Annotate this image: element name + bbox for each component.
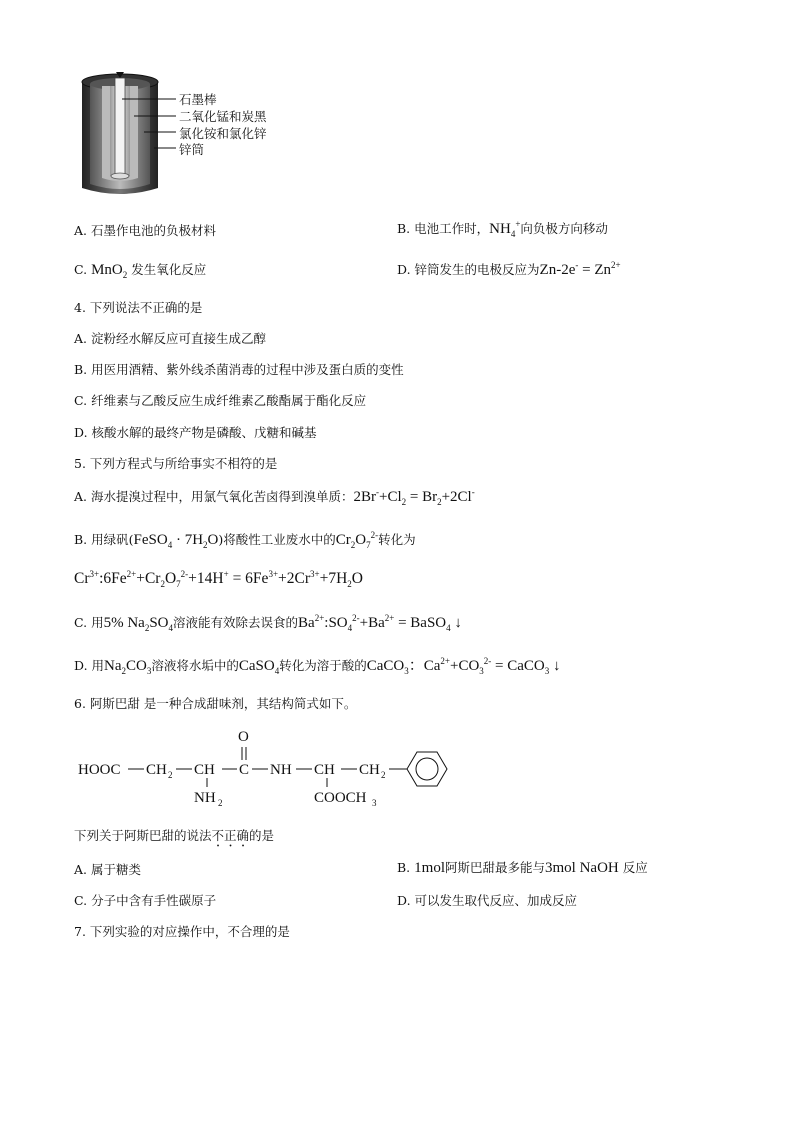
q5-stem: 5. 下列方程式与所给事实不相符的是 [74,456,278,471]
q6-option-c: C. 分子中含有手性碳原子 [74,893,217,908]
svg-text:CH: CH [146,762,167,778]
q5-option-a: A. 海水提溴过程中，用氯气氧化苦卤得到溴单质：$2Br^-+Cl_2 = Br_2+2Cl^-$ [74,487,475,507]
q4-option-b: B. 用医用酒精、紫外线杀菌消毒的过程中涉及蛋白质的变性 [74,362,404,377]
q6-option-d: D. 可以发生取代反应、加成反应 [397,893,578,908]
q6-option-a: A. 属于糖类 [74,862,141,877]
q3-option-c: C. MnO$_2$ 发生氧化反应 [74,262,207,280]
label-nh4cl-zncl2: 氯化铵和氯化锌 [179,126,267,141]
svg-text:NH: NH [194,790,216,806]
svg-text:CH: CH [359,762,380,778]
q4-stem: 4. 下列说法不正确的是 [74,300,203,315]
svg-text:2: 2 [381,770,386,780]
svg-text:2: 2 [218,798,223,808]
svg-text:NH: NH [270,762,292,778]
svg-text:COOCH: COOCH [314,790,367,806]
svg-text:C: C [239,762,250,778]
svg-text:CH: CH [194,762,215,778]
svg-text:2: 2 [168,770,173,780]
q5-option-c: C. 用5% $Na_2SO_4$溶液能有效除去误食的$Ba^{2+}:SO_4^{2-}+Ba^{2+}$ = BaSO$_4$ ↓ [74,613,462,633]
q3-option-d: D. 锌筒发生的电极反应为$Zn-2e^- = Zn^{2+}$ [397,260,621,278]
q3-option-b: B. 电池工作时，$NH_4^+$向负极方向移动 [397,219,608,239]
label-graphite-rod: 石墨棒 [179,92,217,107]
q4-option-a: A. 淀粉经水解反应可直接生成乙醇 [74,331,266,346]
aspartame-structure [76,725,466,810]
q5-option-b: B. 用绿矾(FeSO$_4$ · $7H_2O$)将酸性工业废水中的$Cr_2O_7^{2-}$转化为 [74,530,416,550]
q5-option-b-equation: $Cr^{3+}:6Fe^{2+}+Cr_2O_7^{2-}+14H^+ = 6Fe^{3+}+2Cr^{3+}+7H_2O$ [74,568,363,590]
svg-text:3: 3 [372,798,377,808]
q7-stem: 7. 下列实验的对应操作中，不合理的是 [74,924,290,939]
q6-substem: 下列关于阿斯巴甜的说法不正确的是 [74,828,275,843]
q3-option-a: A. 石墨作电池的负极材料 [74,223,216,238]
q4-option-d: D. 核酸水解的最终产物是磷酸、戊糖和碱基 [74,425,317,440]
svg-text:HOOC: HOOC [78,762,121,778]
battery-figure [70,68,330,203]
aspartame-structural-formula [76,725,466,810]
q6-option-b: B. 1mol阿斯巴甜最多能与3mol NaOH 反应 [397,860,648,876]
q4-option-c: C. 纤维素与乙酸反应生成纤维素乙酸酯属于酯化反应 [74,393,367,408]
label-zinc-can: 锌筒 [179,142,205,157]
q5-option-d: D. 用$Na_2CO_3$溶液将水垢中的CaSO$_4$转化为溶于酸的CaCO$_3$：$Ca^{2+}+CO_3^{2-}$ = CaCO$_3$ ↓ [74,656,561,676]
svg-text:CH: CH [314,762,335,778]
label-mno2-carbon: 二氧化锰和炭黑 [179,109,267,124]
q6-stem: 6. 阿斯巴甜 是一种合成甜味剂，其结构简式如下。 [74,696,357,711]
svg-text:O: O [238,729,249,745]
